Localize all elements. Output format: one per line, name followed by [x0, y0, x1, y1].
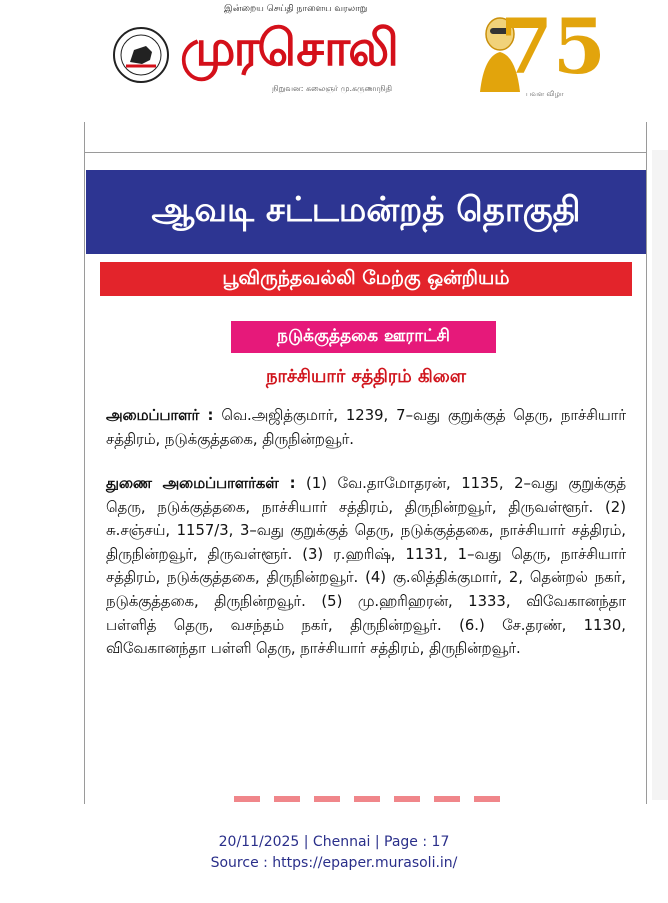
masthead [0, 0, 668, 112]
anniversary-sub: பவள விழா [526, 90, 564, 98]
adjacent-column-edge [652, 150, 668, 800]
clip-border-top [84, 152, 647, 153]
masthead-logo-title: முரசொலி [180, 19, 397, 77]
party-emblem-icon [112, 26, 170, 84]
organizer-label: அமைப்பாளர் : [106, 407, 214, 424]
footer-source-line: Source : https://epaper.murasoli.in/ [210, 855, 458, 871]
section-title: நடுக்குத்தகை ஊராட்சி [277, 326, 450, 346]
headline: ஆவடி சட்டமன்றத் தொகுதி [151, 190, 581, 230]
cutoff-next-heading [234, 796, 504, 802]
clip-border-left [84, 122, 85, 804]
deputy-label: துணை அமைப்பாளர்கள் : [106, 475, 296, 492]
footer [0, 832, 668, 874]
deputy-text: (1) வே.தாமோதரன், 1135, 2–வது குறுக்குத் தெரு, நடுக்குத்தகை, நாச்சியார் சத்திரம், திருநின்றவூர், திருவள்ளூர். (2) சு.சஞ்சய், 1157/3, 3–வது குறுக்குத் தெரு, நடுக்குத்தகை, நாச்சியார் சத்திரம், திருநின்றவூர், திருவள்ளூர். (3) ர.ஹரிஷ், 1131, 1–வது தெரு, நாச்சியார் சத்திரம், நடுக்குத்தகை, திருநின்றவூர். (4) கு.லித்திக்குமார், 2, தென்றல் நகர், நடுக்குத்தகை, திருநின்றவூர். (5) மு.ஹரிஹரன், 1333, விவேகானந்தா பள்ளித் தெரு, வசந்தம் நகர், திருநின்றவூர். (6.) சே.தரண், 1130, விவேகானந்தா பள்ளி தெரு, நாச்சியார் சத்திரம், திருநின்றவூர். [106, 475, 626, 658]
anniversary-number: 75 [500, 2, 606, 91]
subheadline-banner [100, 262, 632, 296]
organizer-text: வெ.அஜித்குமார், 1239, 7–வது குறுக்குத் தெரு, நாச்சியார் சத்திரம், நடுக்குத்தகை, திருநின்றவூர். [106, 407, 626, 448]
section-banner [231, 321, 496, 353]
masthead-tagline: இன்றைய செய்தி நாளைய வரலாறு [224, 4, 368, 14]
footer-date-line: 20/11/2025 | Chennai | Page : 17 [218, 834, 450, 850]
branch-title: நாச்சியார் சத்திரம் கிளை [265, 366, 467, 387]
subheadline: பூவிருந்தவல்லி மேற்கு ஒன்றியம் [222, 266, 510, 289]
headline-banner [86, 170, 646, 254]
deputy-paragraph [106, 472, 626, 661]
organizer-paragraph [106, 404, 626, 451]
masthead-editor: நிறுவன: கலைஞர் மு.கருணாநிதி [272, 84, 393, 93]
clip-border-right [646, 122, 647, 804]
